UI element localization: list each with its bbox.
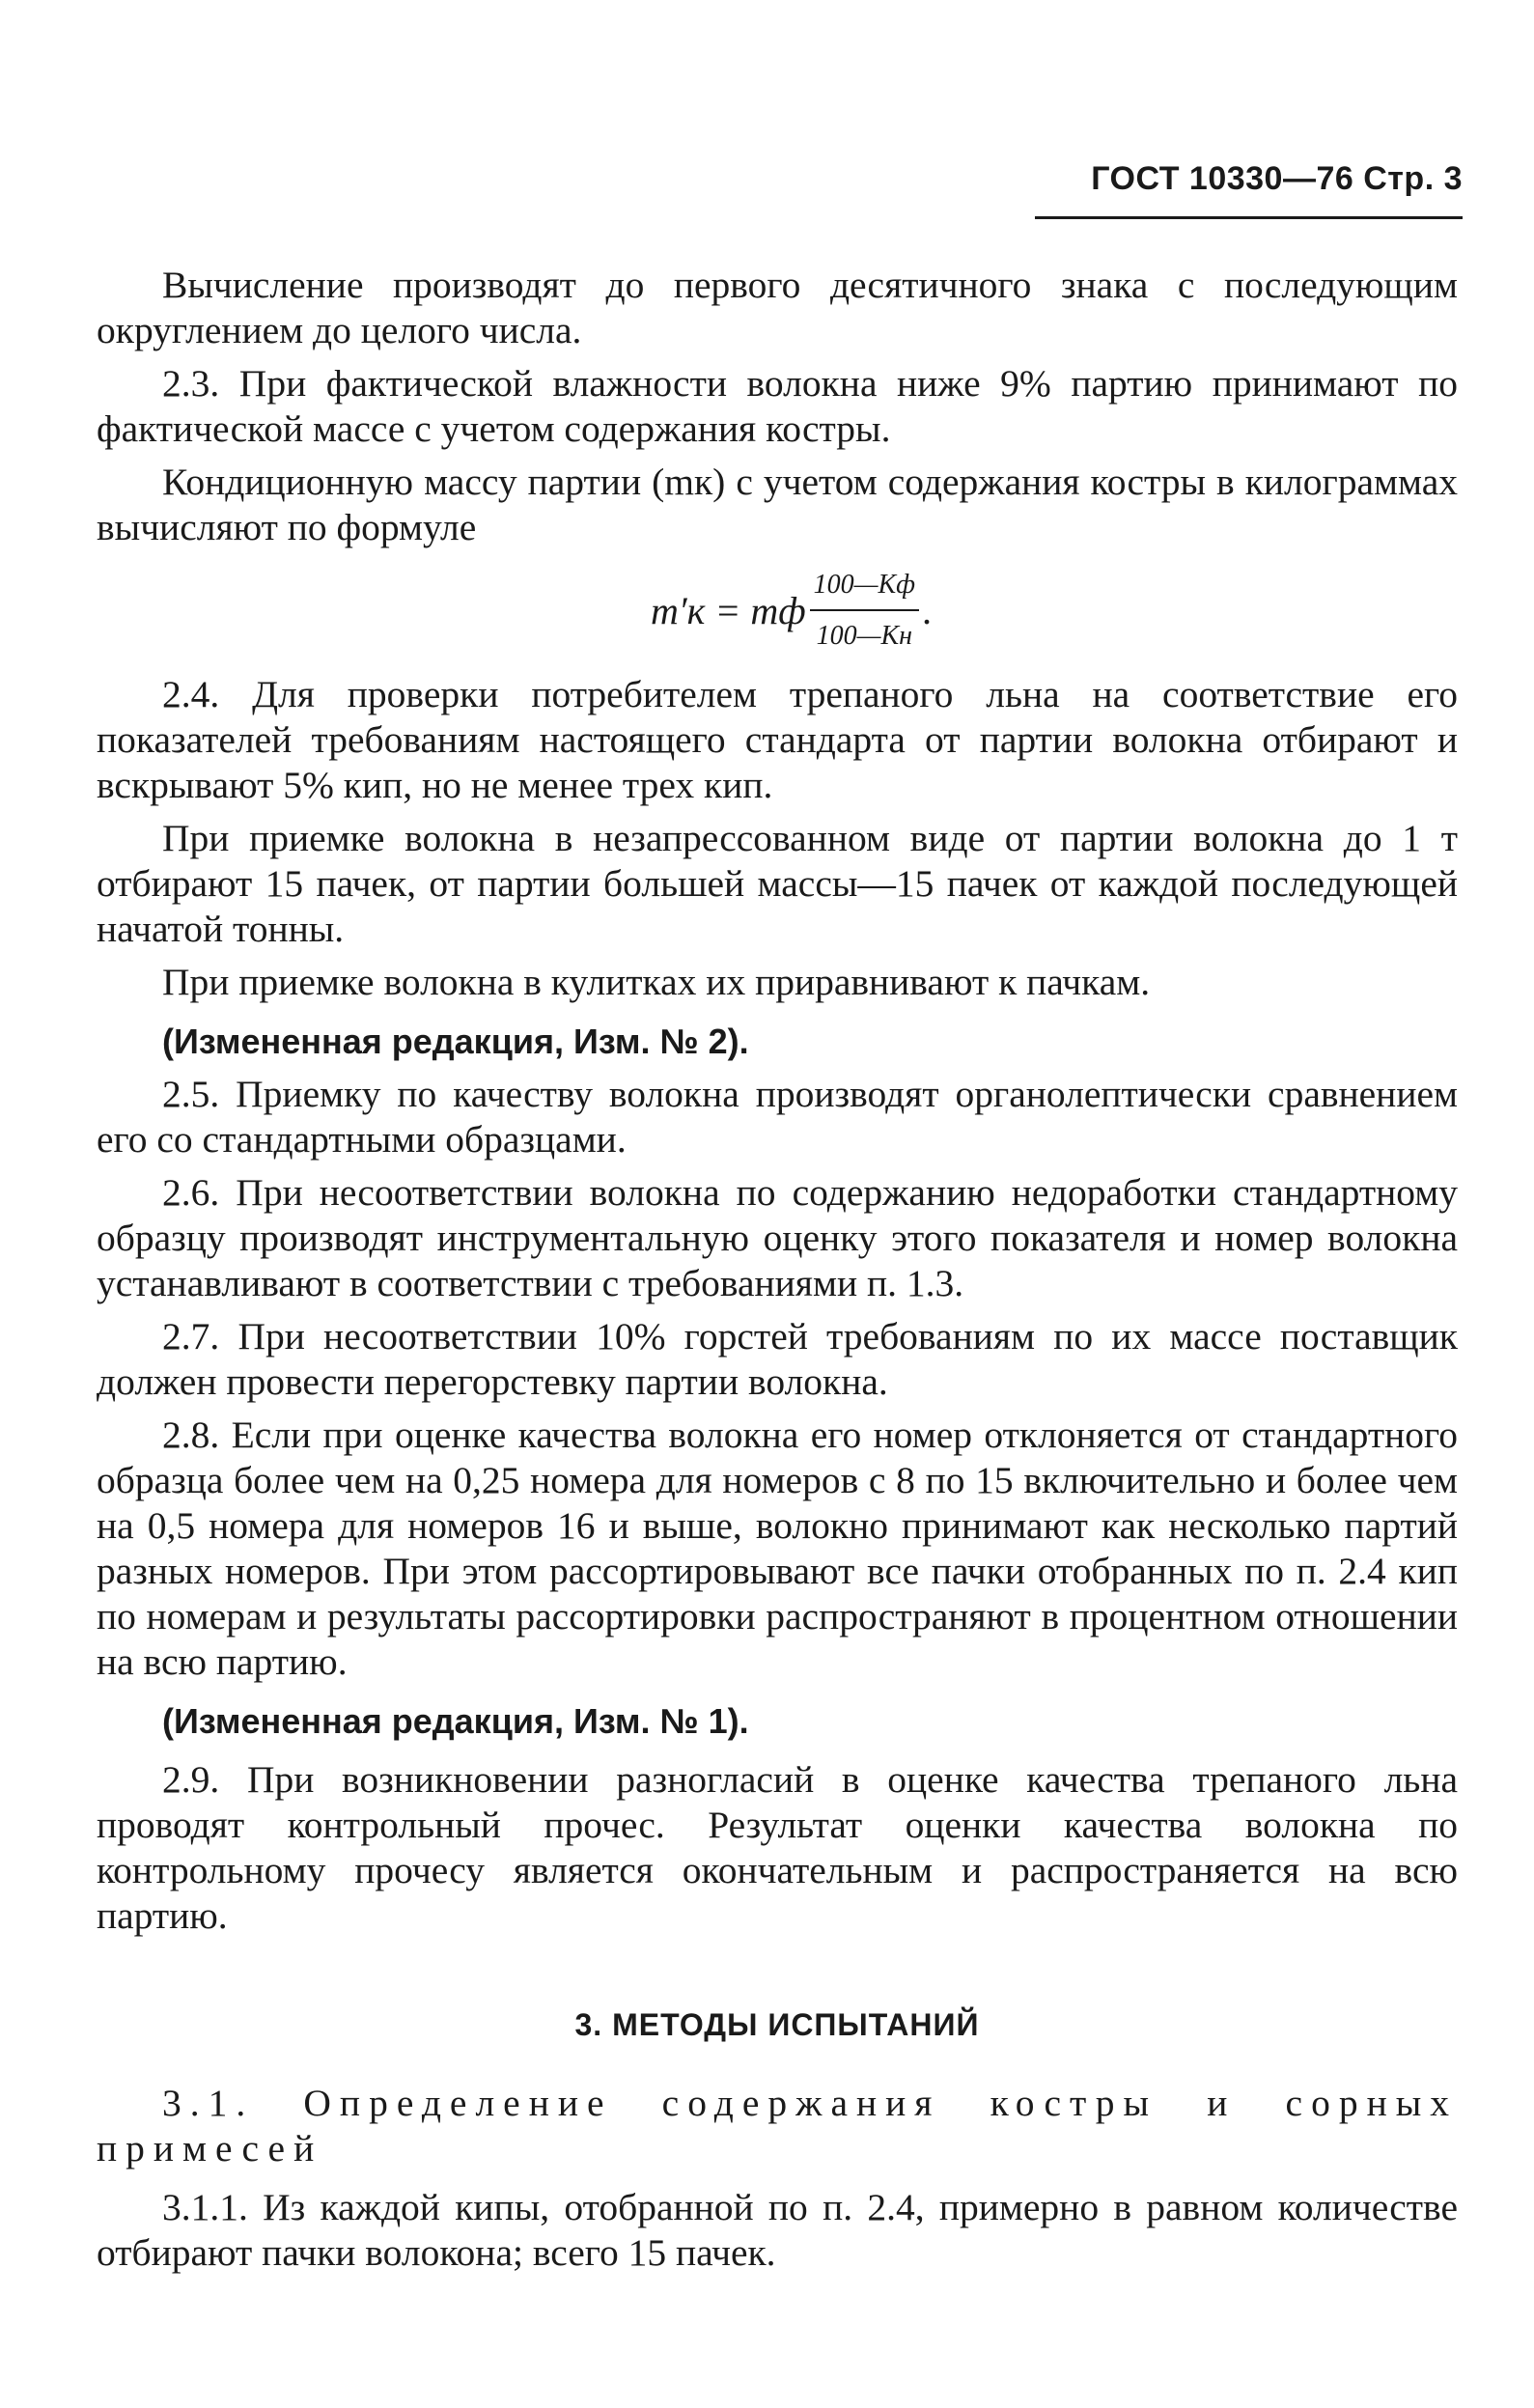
header-rule	[1035, 216, 1463, 219]
paragraph-unpressed: При приемке волокна в незапрессованном виде от партии волокна до 1 т отбирают 15 пачек, от партии большей массы—15 пачек от каждой последующей начатой тонны.	[97, 817, 1458, 950]
paragraph-3-1-1: 3.1.1. Из каждой кипы, отобранной по п. 2.4, примерно в равном количестве отбирают пачки волокона; всего 15 пачек.	[97, 2186, 1458, 2274]
document-body	[97, 263, 1458, 2276]
paragraph-calculation: Вычисление производят до первого десятичного знака с последующим округлением до целого числа.	[97, 264, 1458, 351]
formula-numerator: 100—Кф	[810, 562, 919, 611]
formula-fraction	[810, 562, 919, 658]
formula-end: .	[923, 588, 933, 632]
page-header: ГОСТ 10330—76 Стр. 3	[1091, 160, 1463, 197]
amendment-note-1: (Измененная редакция, Изм. № 1).	[162, 1701, 749, 1741]
formula-lhs: m′к = mф	[651, 588, 806, 632]
paragraph-2-7: 2.7. При несоответствии 10% горстей требованиям по их массе поставщик должен провести перегорстевку партии волокна.	[97, 1315, 1458, 1403]
paragraph-2-9: 2.9. При возникновении разногласий в оценке качества трепаного льна проводят контрольный прочес. Результат оценки качества волокна по контрольному прочесу является окончательным и распространяется на всю партию.	[97, 1758, 1458, 1937]
formula-denominator: 100—Кн	[816, 621, 912, 651]
section-heading-3: 3. МЕТОДЫ ИСПЫТАНИЙ	[574, 2007, 980, 2042]
amendment-note-2: (Измененная редакция, Изм. № 2).	[162, 1022, 749, 1061]
paragraph-conditional-mass: Кондиционную массу партии (mк) с учетом содержания костры в килограммах вычисляют по формуле	[97, 461, 1458, 548]
paragraph-2-3: 2.3. При фактической влажности волокна ниже 9% партию принимают по фактической массе с учетом содержания костры.	[97, 362, 1458, 450]
paragraph-2-8: 2.8. Если при оценке качества волокна его номер отклоняется от стандартного образца более чем на 0,25 номера для номеров с 8 по 15 включительно и более чем на 0,5 номера для номеров 16 и выше, волокно принимают как несколько партий разных номеров. При этом рассортировывают все пачки отобранных по п. 2.4 кип по номерам и результаты рассортировки распространяют в процентном отношении на всю партию.	[97, 1414, 1458, 1683]
paragraph-kulitki: При приемке волокна в кулитках их приравнивают к пачкам.	[162, 961, 1151, 1003]
paragraph-2-5: 2.5. Приемку по качеству волокна производят органолептически сравнением его со стандартными образцами.	[97, 1073, 1458, 1161]
formula	[97, 562, 1458, 658]
paragraph-2-6: 2.6. При несоответствии волокна по содержанию недоработки стандартному образцу производят инструментальную оценку этого показателя и номер волокна устанавливают в соответствии с требованиями п. 1.3.	[97, 1171, 1458, 1304]
paragraph-2-4: 2.4. Для проверки потребителем трепаного льна на соответствие его показателей требованиям настоящего стандарта от партии волокна отбирают и вскрывают 5% кип, но не менее трех кип.	[97, 673, 1458, 806]
subheading-3-1: 3.1. Определение содержания костры и сорных примесей	[97, 2082, 1458, 2170]
